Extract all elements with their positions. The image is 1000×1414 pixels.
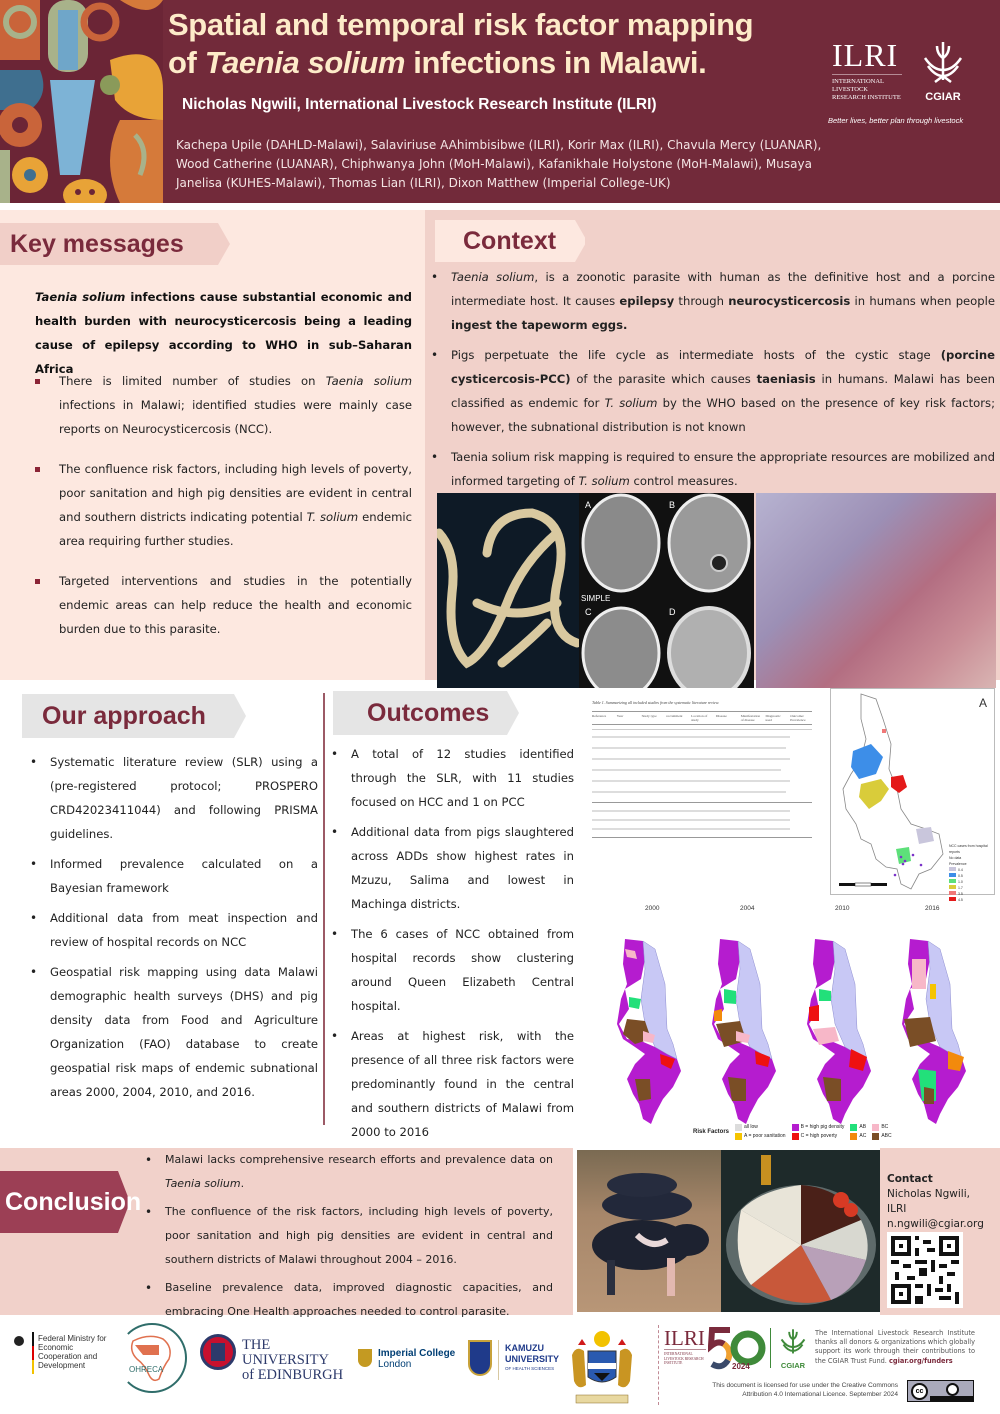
wheat-icon [923,40,963,84]
ilri-tagline: Better lives, better plan through livestock [828,116,964,125]
ilri-logo-subtitle: INTERNATIONAL LIVESTOCK RESEARCH INSTITUTE [832,74,902,102]
bmz-logo [14,1332,114,1377]
tapeworm-photo [437,493,579,688]
imperial-logo [358,1345,458,1375]
prevalence-swatches [949,867,994,903]
outcome-bullet: • Additional data from pigs slaughtered across ADDs show highest rates in Mzuzu, Salima and lowest in Machinga districts. [329,820,574,916]
bullet-text: T. solium [604,396,658,410]
bullet-italic: T. solium [306,510,359,524]
table-header-cell: Diagnostic used [765,714,781,722]
approach-bullet: • Informed prevalence calculated on a Bayesian framework [28,852,318,900]
footer-logo-divider [770,1328,771,1368]
edinburgh-logo-text [242,1338,350,1383]
risk-legend-items [735,1123,892,1140]
key-bullet [35,457,412,553]
bullet-text: in humans. Malawi has been classified as endemic for [451,372,995,410]
lead-species: Taenia solium [35,290,126,304]
imperial-logo-text [378,1348,455,1370]
risk-legend-item: BC [872,1123,891,1131]
svg-text:C: C [585,607,592,617]
table-header-cell: recruitment [666,714,683,718]
pork-meal-photo [721,1150,880,1312]
outcome-bullet: • The 6 cases of NCC obtained from hospital records show clustering around Queen Elizabeth Central hospital. [329,922,574,1018]
bullet-text: There is limited number of studies on [59,374,326,388]
bullet-text: Pigs perpetuate the life cycle as intermediate hosts of the cystic stage [451,348,941,362]
title-line-1: Spatial and temporal risk factor mapping [168,7,754,42]
key-messages-list [35,369,412,655]
bullet-text: Taenia solium [451,270,535,284]
kamuzu-logo-text [505,1343,559,1372]
risk-map-year-label: 2016 [925,905,940,912]
table-header-cell: Disease [715,714,727,718]
bullet-text: Targeted interventions and studies in the potentially endemic areas can help reduce the health and economic burden due to this parasite. [59,574,412,636]
bullet-text: neurocysticercosis [728,294,851,308]
conclusion-bullet [143,1148,553,1196]
ilri-50-years-logo [708,1326,766,1374]
approach-bullet: • Systematic literature review (SLR) using a (pre-registered protocol; PROSPERO CRD42023411044) and following PRISMA guidelines. [28,750,318,846]
table-header-cell: Reference [592,714,607,718]
license-text: This document is licensed for use under the Creative Commons Attribution 4.0 International Licence. September 2024 [712,1382,898,1398]
column-divider [323,693,325,1125]
context-section [425,210,1000,680]
bullet-text: The confluence of the risk factors, including high levels of poverty, poor sanitation and high pig densities are evident in central and southern districts of Malawi throughout 2004 – 2016. [165,1205,553,1266]
legend-ncc: NCC cases from hospital reports [949,844,988,854]
bullet-italic: Taenia solium [165,1177,241,1190]
title-suffix: infections in Malawi. [405,45,707,80]
table-header-cell: Outcome/ Prevalence [790,714,806,722]
approach-bullet: • Additional data from meat inspection and review of hospital records on NCC [28,906,318,954]
bullet-text: in humans when people [850,294,995,308]
table-header-cell: Manifestation of disease [740,714,761,722]
bmz-logo-text: Federal Ministry for Economic Cooperation and Development [38,1334,107,1370]
bullet-text: (porcine cysticercosis-PCC) [451,348,995,386]
contact-title: Contact [887,1173,933,1185]
donor-thanks-text: The International Livestock Research Institute thanks all donors & organizations which globally support its work through their contributions to the CGIAR Trust Fund. [815,1329,975,1365]
kamuzu-line1: KAMUZU [505,1343,544,1353]
contact-name: Nicholas Ngwili, [887,1188,970,1200]
key-messages-heading: Key messages [10,230,184,258]
key-bullet [35,369,412,441]
prevalence-legend-item: 4.5 [949,897,994,903]
legend-nodata: No data [949,856,962,860]
attribution-person-icon [946,1383,959,1396]
risk-legend-item: ABC [872,1132,891,1140]
outcomes-banner [333,691,519,735]
conclusion-bullet [143,1200,553,1272]
footer-separator [658,1325,659,1405]
cc-by-badge[interactable] [907,1380,974,1402]
footer-ilri-text: ILRI [664,1326,705,1350]
table-header-cell: Year [616,714,624,718]
key-bullet [35,569,412,641]
author-list: Kachepa Upile (DAHLD-Malawi), Salaviriuse AAhimbisibwe (ILRI), Korir Max (ILRI), Chavula Mercy (LUANAR), Wood Catherine (LUANAR), Chiphwanya John (MoH-Malawi), Kafanikhale Holystone (MoH-Malawi), Musaya Janelisa (KUHES-Malawi), Thomas Lian (ILRI), Dixon Matthew (Imperial College-UK) [176,138,822,190]
bullet-text: Taenia solium risk mapping is required to ensure the appropriate resources are mobilized and informed targeting of [451,450,995,488]
table-header-cell: Study type [641,714,657,718]
edinburgh-line2: of EDINBURGH [242,1367,344,1383]
kamuzu-crest-icon [468,1340,492,1376]
context-bullet [429,265,995,337]
table-caption: Table 1. Summarizing all included studies from the systematic literature review. [592,700,720,705]
prevalence-map [830,688,995,902]
slr-summary-table [592,700,812,870]
bullet-text: of the parasite which causes [570,372,757,386]
prevalence-legend-item: 0.5 [949,873,994,879]
infected-pork-photo [756,493,996,688]
svg-text:B: B [669,500,676,510]
prevalence-legend-item: 3.5 [949,891,994,897]
contact-panel [880,1148,1000,1315]
malawi-coat-of-arms [568,1325,636,1407]
funders-link[interactable]: cgiar.org/funders [889,1356,953,1365]
brain-mri-scans [579,493,754,688]
bullet-text: Malawi lacks comprehensive research efforts and prevalence data on [165,1153,553,1166]
cgiar-logo [918,40,968,103]
prevalence-legend [949,843,994,903]
risk-map-years [605,905,995,917]
table-header-cell: Location of study [691,714,708,722]
outcomes-list [329,742,574,1150]
poster-header [0,0,1000,203]
wheat-icon [780,1328,806,1356]
footer-cgiar-logo [776,1328,810,1372]
title-species: Taenia solium [204,45,406,80]
edinburgh-logo [200,1334,350,1383]
context-bullet [429,445,995,493]
svg-text:D: D [669,607,676,617]
imperial-crest-icon [358,1349,372,1367]
risk-legend-item: C = high poverty [792,1132,845,1140]
bullet-text: . [240,1177,245,1190]
risk-factor-maps [605,905,1000,1145]
risk-factor-legend [693,1123,892,1140]
conclusion-heading: Conclusion [5,1188,142,1216]
bullet-text: epilepsy [619,294,675,308]
context-list [429,265,995,499]
edinburgh-line1: THE UNIVERSITY [242,1337,329,1368]
bullet-text: ingest the tapeworm eggs. [451,318,628,332]
bullet-text: taeniasis [756,372,816,386]
svg-text:SIMPLE: SIMPLE [581,594,611,603]
footer-cgiar-text: CGIAR [780,1361,806,1370]
contact-email-link[interactable]: n.ngwili@cgiar.org [887,1218,984,1230]
context-bullet [429,343,995,439]
key-messages-banner [0,223,232,265]
north-arrow-icon: A [979,696,988,710]
pigs-photo [577,1150,721,1312]
approach-list [28,750,318,1110]
prevalence-legend-item: 1.7 [949,885,994,891]
bullet-text: infections in Malawi; identified studies were mainly case reports on Neurocysticercosis (NCC). [59,398,412,436]
risk-map-year-label: 2010 [835,905,850,912]
approach-heading: Our approach [42,702,206,730]
ohreca-logo-text: OHRECA [129,1365,164,1374]
key-messages-section [0,210,425,680]
context-heading: Context [463,227,557,255]
risk-map-year-label: 2000 [645,905,660,912]
kamuzu-logo [468,1340,568,1384]
conclusion-banner [0,1171,142,1233]
outcome-bullet: • Areas at highest risk, with the presence of all three risk factors were predominantly found in the central and southern districts of Malawi from 2000 to 2016 [329,1024,574,1144]
lead-text: infections cause substantial economic and health burden with neurocysticercosis being a leading cause of epilepsy according to WHO in sub–Saharan Africa [35,290,412,376]
risk-map-year-label: 2004 [740,905,755,912]
bullet-text: , is a zoonotic parasite with human as the definitive host and a porcine intermediate host. It causes [451,270,995,308]
donor-thanks [815,1329,975,1366]
contact-org: ILRI [887,1203,907,1215]
eagle-icon [14,1336,24,1346]
approach-banner [22,694,246,738]
cgiar-logo-text: CGIAR [925,91,961,103]
imperial-line2: London [378,1359,412,1370]
key-lead-statement [35,285,412,381]
bullet-text: control measures. [629,474,738,488]
bullet-text: by the WHO based on the presence of key risk factors; however, the subnational distribution is not known [451,396,995,434]
ilri-logo [832,38,902,102]
ilri-logo-text: ILRI [832,37,899,73]
prevalence-legend-item: 0.4 [949,867,994,873]
footer-ilri-logo [664,1327,706,1372]
legend-prevalence-title: Prevalence [949,862,967,866]
approach-bullet: • Geospatial risk mapping using data Malawi demographic health surveys (DHS) and pig density data from Food and Agriculture Organization (FAO) database to create geospatial risk maps of endemic subnational areas 2000, 2004, 2010, and 2016. [28,960,318,1104]
risk-legend-item: A = poor sanitation [735,1132,786,1140]
prevalence-legend-item: 1.0 [949,879,994,885]
outcome-bullet: • A total of 12 studies identified through the SLR, with 11 studies focused on HCC and 1 on PCC [329,742,574,814]
risk-legend-item: AC [850,1132,866,1140]
bullet-text: endemic area requiring further studies. [59,510,412,548]
risk-legend-item: all low [735,1123,786,1131]
context-banner [435,220,585,262]
outcomes-heading: Outcomes [367,699,490,727]
risk-legend-item: B = high pig density [792,1123,845,1131]
edinburgh-crest-icon [200,1334,236,1370]
table-header-row [592,711,812,725]
conclusion-list [143,1148,553,1330]
table-body [592,729,812,838]
svg-text:A: A [585,500,592,510]
footer-ilri-subtitle: INTERNATIONAL LIVESTOCK RESEARCH INSTITUTE [664,1349,706,1366]
conclusion-section [0,1148,573,1318]
cc-icon: cc [911,1383,928,1400]
title-prefix: of [168,45,205,80]
risk-legend-item: AB [850,1123,866,1131]
presenter-name: Nicholas Ngwili, International Livestock Research Institute (ILRI) [182,96,657,113]
bullet-text: Baseline prevalence data, improved diagnostic capacities, and embracing One Health approaches needed to control parasite. [165,1281,553,1318]
bullet-italic: Taenia solium [325,374,412,388]
bullet-text: through [674,294,729,308]
poster-title [168,6,828,82]
qr-code[interactable] [887,1232,963,1308]
decorative-pattern-art [0,0,163,203]
kamuzu-line2: UNIVERSITY [505,1354,560,1364]
ilri-50-year: 2024 [732,1362,750,1371]
conclusion-bullet [143,1276,553,1324]
bullet-text: The confluence risk factors, including high levels of poverty, poor sanitation and high pig densities are evident in central and southern districts indicating potential [59,462,412,524]
risk-legend-title: Risk Factors [693,1128,730,1135]
imperial-line1: Imperial College [378,1348,456,1359]
title-line-2 [168,44,828,82]
ohreca-logo [117,1323,187,1393]
bullet-text: T. solium [578,474,630,488]
contact-details [887,1172,984,1232]
kamuzu-line3: OF HEALTH SCIENCES [505,1366,555,1371]
